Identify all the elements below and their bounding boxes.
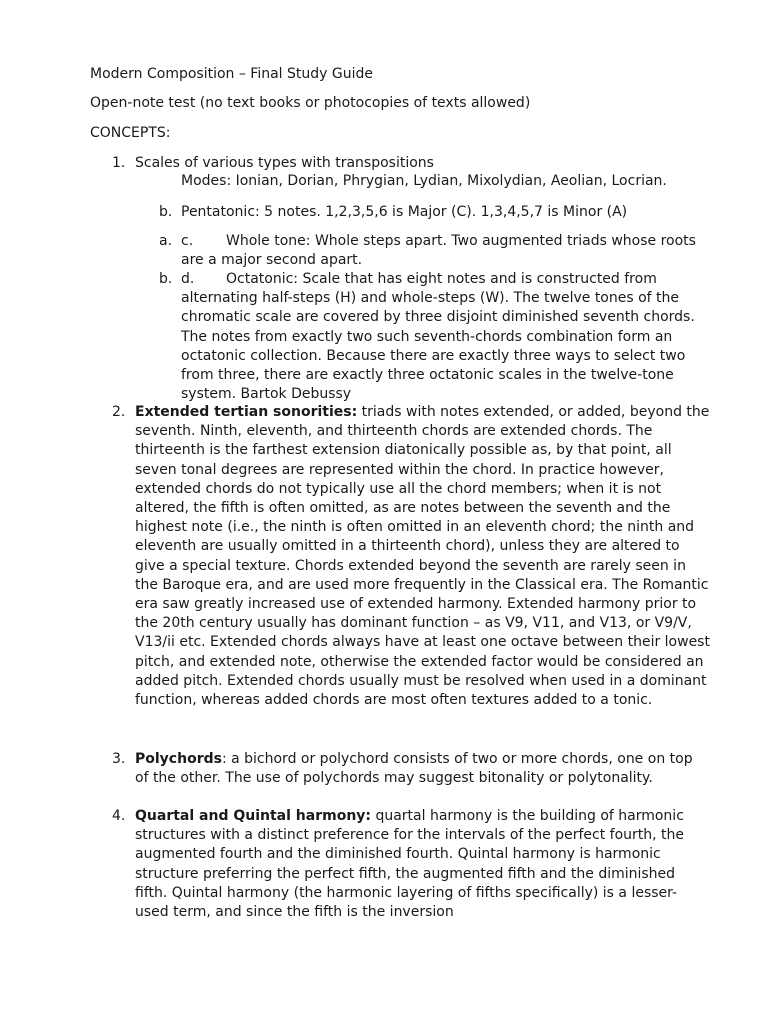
page-title: Modern Composition – Final Study Guide [90, 66, 374, 82]
octatonic-text [181, 270, 711, 404]
inner-marker: c. [181, 233, 194, 249]
octatonic-body: Octatonic: Scale that has eight notes and is constructed from alternating half-steps (H) and whole-steps (W). The twelve tones of the chromatic scale are covered by three disjoint diminished seventh chords. The notes from exactly two such seventh-chords combination form an octatonic collection. Because there are exactly three ways to select two from three, there are exactly three octatonic scales in the twelve-tone system. Bartok Debussy [181, 271, 695, 403]
term-extended-tertian: Extended tertian sonorities: [135, 404, 358, 420]
modes-list: Modes: Ionian, Dorian, Phrygian, Lydian, Mixolydian, Aeolian, Locrian. [181, 173, 667, 189]
concepts-heading: CONCEPTS: [90, 125, 171, 141]
item-4-paragraph [135, 807, 710, 922]
item-2-paragraph [135, 403, 710, 710]
test-note: Open-note test (no text books or photocopies of texts allowed) [90, 95, 531, 111]
sub-marker: b. [159, 204, 173, 220]
pentatonic-text: Pentatonic: 5 notes. 1,2,3,5,6 is Major (C). 1,3,4,5,7 is Minor (A) [181, 204, 628, 220]
item-3-body: : a bichord or polychord consists of two or more chords, one on top of the other. The use of polychords may suggest bitonality or polytonality. [135, 751, 693, 787]
term-polychords: Polychords [135, 751, 222, 767]
item-4-body: quartal harmony is the building of harmonic structures with a distinct preference for the intervals of the perfect fourth, the augmented fourth and the diminished fourth. Quintal harmony is harmonic structure preferring the perfect fifth, the augmented fifth and the diminished fifth. Quintal harmony (the harmonic layering of fifths specifically) is a lesser-used term, and since the fifth is the inversion [135, 808, 685, 921]
whole-tone-text [181, 232, 711, 270]
inner-marker: d. [181, 271, 195, 287]
sub-marker: a. [159, 233, 173, 249]
item-2-body: triads with notes extended, or added, beyond the seventh. Ninth, eleventh, and thirteenth chords are extended chords. The thirteenth is the farthest extension diatonically possible as, by that point, all seven tonal degrees are represented within the chord. In practice however, extended chords do not typically use all the chord members; when it is not altered, the fifth is often omitted, as are notes between the seventh and the highest note (i.e., the ninth is often omitted in an eleventh chord; the ninth and eleventh are usually omitted in a thirteenth chord), unless they are altered to give a special texture. Chords extended beyond the seventh are rarely seen in the Baroque era, and are used more frequently in the Classical era. The Romantic era saw greatly increased use of extended harmony. Extended harmony prior to the 20th century usually has dominant function – as V9, V11, and V13, or V9/V, V13/ii etc. Extended chords always have at least one octave between their lowest pitch, and extended note, otherwise the extended factor would be considered an added pitch. Extended chords usually must be resolved when used in a dominant function, whereas added chords are most often textures added to a tonic. [135, 404, 710, 709]
item-number: 1. [112, 155, 126, 171]
item-number: 2. [112, 404, 126, 420]
item-number: 4. [112, 808, 126, 824]
sub-marker: b. [159, 271, 173, 287]
term-quartal-quintal: Quartal and Quintal harmony: [135, 808, 372, 824]
item-3-paragraph [135, 750, 710, 788]
item-number: 3. [112, 751, 126, 767]
whole-tone-body: Whole tone: Whole steps apart. Two augmented triads whose roots are a major second apart. [181, 233, 696, 269]
item-1-text: Scales of various types with transpositions [135, 155, 434, 171]
